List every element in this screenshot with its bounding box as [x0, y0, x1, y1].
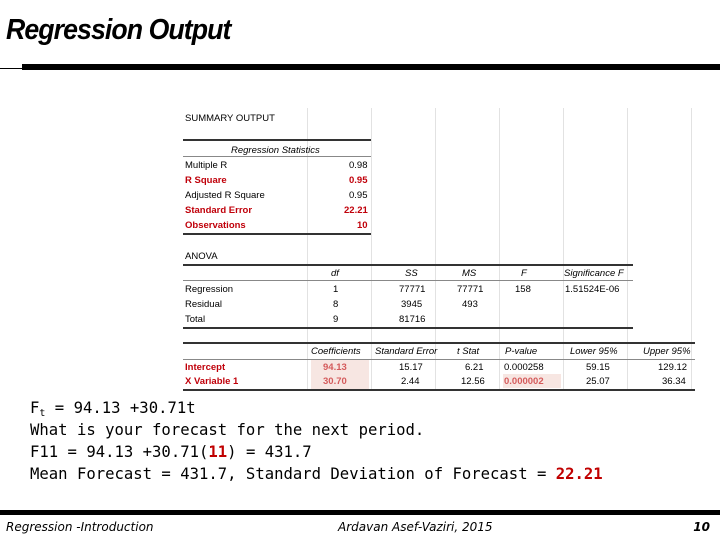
anova-cell: 493	[462, 299, 478, 310]
stat-value: 0.95	[349, 175, 368, 186]
anova-header: F	[521, 268, 527, 279]
summary-output-table	[183, 108, 695, 390]
anova-cell: 9	[333, 314, 339, 325]
coef-cell: 59.15	[586, 362, 610, 373]
title-rule-thin	[0, 68, 22, 69]
anova-cell: 77771	[399, 284, 426, 295]
stat-value: 22.21	[344, 205, 368, 216]
equation-f: F	[30, 399, 40, 417]
mean-forecast-text: Mean Forecast = 431.7, Standard Deviation of Forecast =	[30, 465, 556, 483]
anova-cell: 1.51524E-06	[565, 284, 620, 295]
title-rule	[22, 64, 720, 70]
footer-left: Regression -Introduction	[6, 520, 154, 534]
coef-cell: 30.70	[323, 376, 347, 387]
equation-rest: = 94.13 +30.71t	[45, 399, 196, 417]
forecast-line	[30, 442, 312, 462]
coef-cell: 0.000002	[504, 376, 544, 387]
stat-label: Adjusted R Square	[185, 190, 265, 201]
coef-cell: 36.34	[662, 376, 686, 387]
slide-title: Regression Output	[6, 14, 231, 46]
coef-cell: 94.13	[323, 362, 347, 373]
question-line: What is your forecast for the next period.	[30, 421, 425, 439]
anova-cell: 158	[515, 284, 531, 295]
anova-cell: 8	[333, 299, 339, 310]
coef-cell: 15.17	[399, 362, 423, 373]
forecast-part: F11 = 94.13 +30.71(	[30, 443, 209, 461]
stat-value: 10	[357, 220, 368, 231]
anova-cell: 3945	[401, 299, 423, 310]
coef-header: t Stat	[457, 346, 480, 357]
anova-header: SS	[405, 268, 418, 279]
forecast-result: ) = 431.7	[227, 443, 312, 461]
coef-cell: 6.21	[465, 362, 484, 373]
stat-label: Observations	[185, 220, 246, 231]
footer-center: Ardavan Asef-Vaziri, 2015	[338, 520, 493, 534]
summary-heading: SUMMARY OUTPUT	[185, 113, 275, 124]
anova-row-label: Residual	[185, 299, 222, 310]
coef-header: Upper 95%	[643, 346, 691, 357]
coef-cell: 2.44	[401, 376, 420, 387]
forecast-period: 11	[208, 443, 228, 461]
stat-label: Multiple R	[185, 160, 228, 171]
coef-cell: 0.000258	[504, 362, 544, 373]
footer-rule	[0, 510, 720, 515]
coef-header: P-value	[505, 346, 538, 357]
coef-row-label: Intercept	[185, 362, 226, 373]
coef-cell: 129.12	[658, 362, 688, 373]
stat-value: 0.95	[349, 190, 368, 201]
stat-label: Standard Error	[185, 205, 253, 216]
regression-statistics-heading: Regression Statistics	[231, 145, 320, 156]
anova-cell: 77771	[457, 284, 484, 295]
anova-header: MS	[462, 268, 477, 279]
std-dev-value: 22.21	[555, 465, 603, 483]
coef-header: Coefficients	[311, 346, 361, 357]
anova-row-label: Regression	[185, 284, 234, 295]
anova-heading: ANOVA	[185, 251, 218, 262]
coef-cell: 25.07	[586, 376, 610, 387]
coef-row-label: X Variable 1	[185, 376, 239, 387]
equation-subscript: t	[39, 408, 46, 419]
anova-header: Significance F	[564, 268, 624, 279]
anova-header: df	[331, 268, 339, 279]
coef-header: Lower 95%	[570, 346, 618, 357]
anova-cell: 1	[333, 284, 339, 295]
stat-value: 0.98	[349, 160, 368, 171]
anova-row-label: Total	[185, 314, 206, 325]
page-number: 10	[693, 520, 710, 534]
anova-cell: 81716	[399, 314, 426, 325]
mean-forecast-line	[30, 464, 603, 484]
stat-label: R Square	[185, 175, 227, 186]
coef-cell: 12.56	[461, 376, 485, 387]
coef-header: Standard Error	[375, 346, 438, 357]
